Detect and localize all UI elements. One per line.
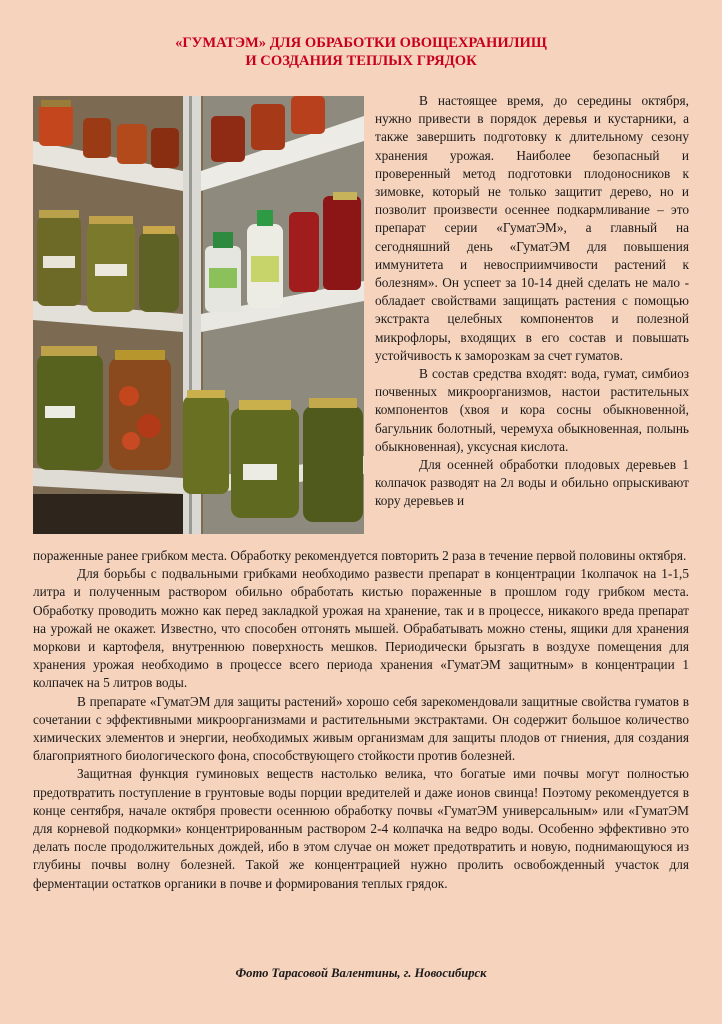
paragraph-protection: В препарате «ГуматЭМ для защиты растений» хорошо себя зарекомендовали защитные свойства гуматов в сочетании с эффективными микроорганизмами и растительными экстрактами. Он содержит большое количество химических элементов и энергии, необходимых живым организмам для защиты плодов от гниения, для создания благоприятного биологического фона, способствующего стойкости против болезней. [33,693,689,764]
right-column-text [375,92,689,511]
pantry-illustration [33,96,364,534]
paragraph-intro: В настоящее время, до середины октября, нужно привести в порядок деревья и кустарники, а также завершить подготовку к длительному сезону хранения урожая. Наиболее безопасный и проверенный метод подготовки плодоносников к зимовке, который не только защитит дерево, но и позволит произвести осеннее подкармливание – это препарат серии «ГуматЭМ», а главный на сегодняшний день «ГуматЭМ для повышения иммунитета и невосприимчивости растений к болезням». Он успеет за 10-14 дней сделать не мало - обладает свойствами защищать растения с помощью экстракта целебных компонентов и полезной микрофлоры, входящих в его состав и повышать устойчивость к заморозкам за счет гуматов. [375,93,689,363]
title-line-1: «ГУМАТЭМ» ДЛЯ ОБРАБОТКИ ОВОЩЕХРАНИЛИЩ [175,35,547,51]
paragraph-composition: В состав средства входят: вода, гумат, симбиоз почвенных микроорганизмов, настои растительных компонентов (хвоя и кора сосны обыкновенной, багульник болотный, черемуха обыкновенная, полынь обыкновенная), уксусная кислота. [375,366,689,454]
paragraph-treatment-start: Для осенней обработки плодовых деревьев 1 колпачок разводят на 2л воды и обильно опрыскивают кору деревьев и [375,457,689,509]
paragraph-humic: Защитная функция гуминовых веществ настолько велика, что богатые ими почвы могут полностью предотвратить поступление в грунтовые воды порции вредителей и даже ионов свинца! Поэтому рекомендуется в конце сентября, начале октября провести осеннюю обработку почвы «ГуматЭМ универсальным» или «ГуматЭМ для корневой подкормки» концентрированным раствором 2-4 колпачка на ведро воды. Особенно эффективно это делать после продолжительных дождей, ибо в этом случае он может предотвратить и новую, поднимающуюся из глубины почвы волну болезней. Такой же концентрацией нужно пролить освобожденный участок для ферментации остатков органики в почве и формирования теплых грядок. [33,766,689,891]
title-line-2: И СОЗДАНИЯ ТЕПЛЫХ ГРЯДОК [245,52,477,69]
photo-credit: Фото Тарасовой Валентины, г. Новосибирск [235,966,487,980]
page-title [0,35,722,70]
pantry-shelves-photo [33,96,364,534]
paragraph-treatment-tail: пораженные ранее грибком места. Обработку рекомендуется повторить 2 раза в течение первой половины октября. [33,548,687,563]
paragraph-fungus: Для борьбы с подвальными грибками необходимо развести препарат в концентрации 1колпачок на 1-1,5 литра и полученным раствором обильно обработать кистью пораженные в прошлом году грибком места. Обработку проводить можно как перед закладкой урожая на хранение, так и в процессе, никакого вреда препарат на урожай не окажет. Известно, что способен отгонять мышей. Обрабатывать можно стены, ящики для хранения моркови и картофеля, внутреннюю поверхность мешков. Периодически брызгать в воздухе помещения для хранения урожая необходимо в процессе всего периода хранения «ГуматЭМ защитным» в концентрации 1 колпачек на 5 литров воды. [33,566,689,691]
full-width-text [33,547,689,893]
